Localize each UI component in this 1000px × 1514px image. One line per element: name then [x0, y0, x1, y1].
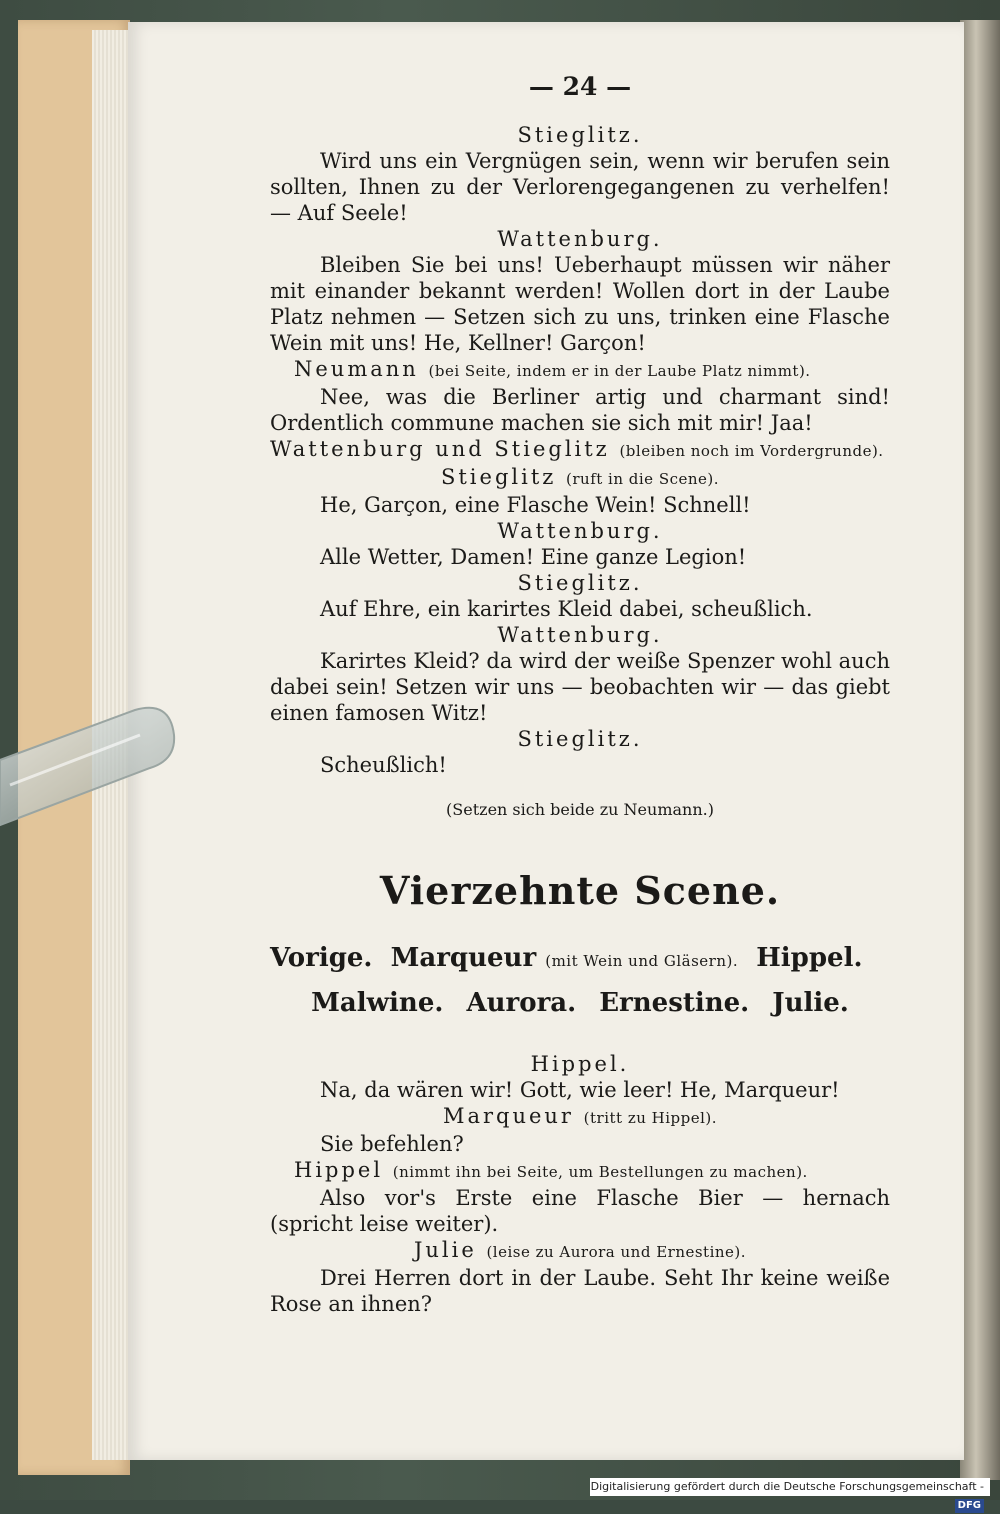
- speaker-name: Stieglitz.: [517, 727, 643, 751]
- speaker-direction: [270, 1103, 890, 1131]
- speaker-direction: [270, 464, 890, 492]
- speaker-name: Stieglitz.: [517, 571, 643, 595]
- cast-list: [270, 940, 890, 979]
- stage-direction: (Setzen sich beide zu Neumann.): [446, 800, 714, 819]
- speaker-direction: [270, 436, 890, 464]
- speech-line: Also vor's Erste eine Flasche Bier — hernach (spricht leise weiter).: [270, 1186, 890, 1236]
- stage-direction: (leise zu Aurora und Ernestine).: [486, 1243, 747, 1261]
- speech-line: Wird uns ein Vergnügen sein, wenn wir berufen sein sollten, Ihnen zu der Verlorengegangenen zu verhelfen! — Auf Seele!: [270, 149, 890, 225]
- speaker-name: Julie: [413, 1238, 477, 1262]
- speaker-name: Wattenburg und Stieglitz: [270, 437, 610, 461]
- stage-direction: (nimmt ihn bei Seite, um Bestellungen zu machen).: [392, 1163, 808, 1181]
- speech-line: He, Garçon, eine Flasche Wein! Schnell!: [320, 493, 751, 517]
- stage-direction: (bei Seite, indem er in der Laube Platz nimmt).: [428, 362, 811, 380]
- stage-direction: (bleiben noch im Vordergrunde).: [619, 442, 884, 460]
- cast-list-line2: Malwine. Aurora. Ernestine. Julie.: [311, 988, 849, 1018]
- dfg-logo: DFG: [955, 1499, 984, 1513]
- stage-direction: (mit Wein und Gläsern).: [545, 952, 739, 970]
- speaker-name: Stieglitz: [440, 465, 557, 489]
- speaker-direction: [270, 356, 890, 384]
- speech-line: Na, da wären wir! Gott, wie leer! He, Marqueur!: [320, 1078, 840, 1102]
- speaker-direction: [270, 1157, 890, 1185]
- speaker-name: Neumann: [294, 357, 419, 381]
- stage-direction: (ruft in die Scene).: [566, 470, 720, 488]
- cast-name: Hippel.: [756, 943, 863, 973]
- book-right-edge: [960, 20, 1000, 1480]
- speaker-name: Hippel: [294, 1158, 384, 1182]
- speaker-name: Marqueur: [442, 1104, 574, 1128]
- digitization-footer: [590, 1478, 990, 1511]
- speech-line: Auf Ehre, ein karirtes Kleid dabei, scheußlich.: [320, 597, 813, 621]
- speaker-name: Stieglitz.: [517, 123, 643, 147]
- cast-name: Vorige.: [270, 943, 373, 973]
- cast-name: Marqueur: [390, 943, 537, 973]
- page-clip: [0, 690, 180, 840]
- speech-line: Scheußlich!: [320, 753, 447, 777]
- speaker-name: Hippel.: [530, 1052, 630, 1076]
- speaker-name: Wattenburg.: [497, 519, 663, 543]
- scene-title: Vierzehnte Scene.: [379, 868, 781, 913]
- stage-direction: (tritt zu Hippel).: [583, 1109, 718, 1127]
- speaker-name: Wattenburg.: [497, 623, 663, 647]
- speaker-direction: [270, 1237, 890, 1265]
- page-text: [270, 70, 890, 1317]
- speech-line: Karirtes Kleid? da wird der weiße Spenzer wohl auch dabei sein! Setzen wir uns — beobachten wir — das giebt einen famosen Witz!: [270, 649, 890, 725]
- speech-line: Alle Wetter, Damen! Eine ganze Legion!: [320, 545, 747, 569]
- page-number: — 24 —: [528, 72, 632, 101]
- speaker-name: Wattenburg.: [497, 227, 663, 251]
- footer-text: Digitalisierung gefördert durch die Deutsche Forschungsgemeinschaft -: [590, 1480, 984, 1493]
- speech-line: Drei Herren dort in der Laube. Seht Ihr keine weiße Rose an ihnen?: [270, 1266, 890, 1316]
- speech-line: Bleiben Sie bei uns! Ueberhaupt müssen wir näher mit einander bekannt werden! Wollen dort in der Laube Platz nehmen — Setzen sich zu uns, trinken eine Flasche Wein mit uns! He, Kellner! Garçon!: [270, 253, 890, 355]
- speech-line: Sie befehlen?: [320, 1132, 464, 1156]
- speech-line: Nee, was die Berliner artig und charmant sind! Ordentlich commune machen sie sich mit mir! Jaa!: [270, 385, 890, 435]
